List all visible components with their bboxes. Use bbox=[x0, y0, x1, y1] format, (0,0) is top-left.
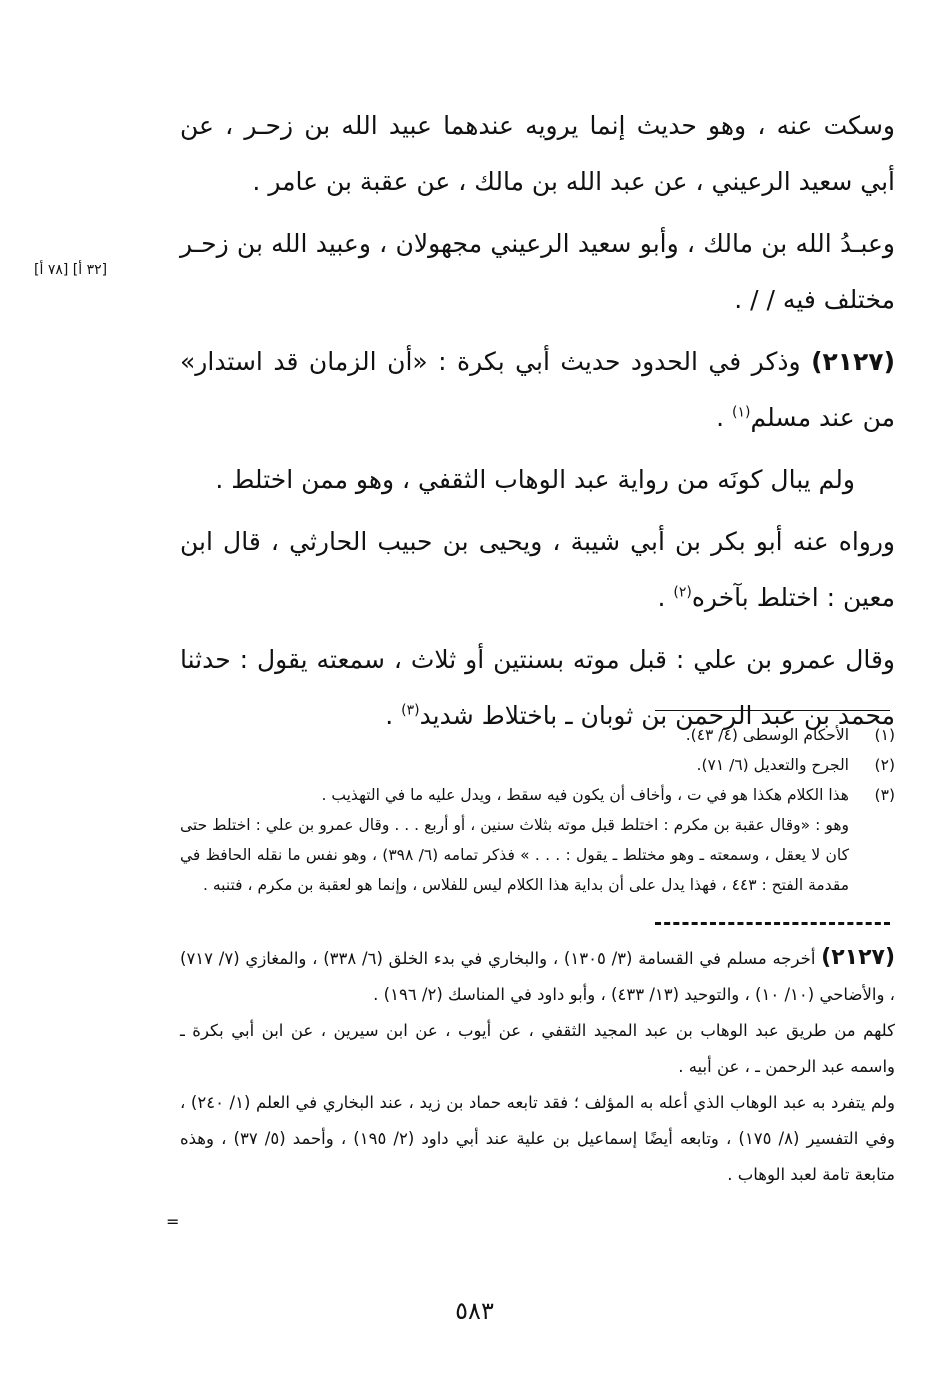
footnote-marker: (٣) bbox=[874, 786, 895, 804]
footnote-text: الجرح والتعديل (٦/ ٧١). bbox=[696, 756, 849, 774]
main-paragraph-3 bbox=[180, 334, 895, 446]
sentence-end: . bbox=[657, 583, 674, 612]
sentence-end: . bbox=[385, 701, 402, 730]
hadith-number: (٢١٢٧) bbox=[811, 347, 895, 376]
footnote-marker: (٢) bbox=[874, 756, 895, 774]
manuscript-folio-reference: [٣٢ أ] [٧٨ أ] bbox=[34, 262, 108, 278]
footnote-ref-3: (٣) bbox=[401, 702, 420, 719]
main-paragraph-2: وعبـدُ الله بن مالك ، وأبو سعيد الرعيني مجهولان ، وعبيد الله بن زحـر مختلف فيه / / . bbox=[180, 229, 895, 314]
footnote-item bbox=[180, 780, 895, 810]
page-number: ٥٨٣ bbox=[455, 1297, 494, 1325]
main-text-block bbox=[180, 98, 895, 750]
footnote-item bbox=[180, 720, 895, 750]
footnote-ref-1: (١) bbox=[732, 404, 751, 421]
main-paragraph-4: ولم يبال كونَه من رواية عبد الوهاب الثقفي ، وهو ممن اختلط . bbox=[215, 465, 855, 494]
sentence-end: . bbox=[716, 403, 733, 432]
footnotes-block bbox=[180, 720, 895, 900]
takhrij-block bbox=[180, 940, 895, 1193]
main-paragraph-1: وسكت عنه ، وهو حديث إنما يرويه عندهما عبيد الله بن زحـر ، عن أبي سعيد الرعيني ، عن عبد الله بن مالك ، عن عقبة بن عامر . bbox=[180, 111, 895, 196]
hadith-text: وذكر في الحدود حديث أبي بكرة : «أن الزمان قد استدار» من عند مسلم bbox=[180, 347, 895, 432]
narration-text: ورواه عنه أبو بكر بن أبي شيبة ، ويحيى بن حبيب الحارثي ، قال ابن معين : اختلط بآخره bbox=[180, 527, 895, 612]
footnote-continuation: وهو : «وقال عقبة بن مكرم : اختلط قبل موته بثلاث سنين ، أو أربع . . . وقال عمرو بن علي : اختلط حتى كان لا يعقل ، وسمعته ـ وهو مختلط ـ يقول : . . . » فذكر تمامه (٦/ ٣٩٨) ، وهو نفس ما نقله الحافظ في مقدمة الفتح : ٤٤٣ ، فهذا يدل على أن بداية هذا الكلام ليس للفلاس ، وإنما هو لعقبة بن مكرم ، فتنبه . bbox=[180, 816, 849, 894]
continuation-mark: = bbox=[166, 1212, 180, 1231]
takhrij-paragraph-3: ولم يتفرد به عبد الوهاب الذي أعله به المؤلف ؛ فقد تابعه حماد بن زيد ، عند البخاري في العلم (١/ ٢٤٠) ، وفي التفسير (٨/ ١٧٥) ، وتابعه أيضًا إسماعيل بن علية عند أبي داود (٢/ ١٩٥) ، وأحمد (٥/ ٣٧) ، وهذه متابعة تامة لعبد الوهاب . bbox=[180, 1093, 895, 1184]
footnote-text: هذا الكلام هكذا هو في ت ، وأخاف أن يكون فيه سقط ، ويدل عليه ما في التهذيب . bbox=[321, 786, 849, 804]
takhrij-number: (٢١٢٧) bbox=[821, 945, 895, 970]
takhrij-separator bbox=[655, 922, 890, 925]
footnote-marker: (١) bbox=[874, 726, 895, 744]
takhrij-paragraph-2: كلهم من طريق عبد الوهاب بن عبد المجيد الثقفي ، عن أيوب ، عن ابن سيرين ، عن ابن أبي بكرة ـ واسمه عبد الرحمن ـ ، عن أبيه . bbox=[180, 1021, 895, 1076]
takhrij-paragraph-1 bbox=[180, 940, 895, 1013]
footnote-item bbox=[180, 750, 895, 780]
main-paragraph-5 bbox=[180, 514, 895, 626]
takhrij-text: أخرجه مسلم في القسامة (٣/ ١٣٠٥) ، والبخاري في بدء الخلق (٦/ ٣٣٨) ، والمغازي (٧/ ٧١٧) ، والأضاحي (١٠/ ١٠) ، والتوحيد (١٣/ ٤٣٣) ، وأبو داود في المناسك (٢/ ١٩٦) . bbox=[180, 949, 895, 1004]
footnote-ref-2: (٢) bbox=[673, 584, 692, 601]
narration-text: وقال عمرو بن علي : قبل موته بسنتين أو ثلاث ، سمعته يقول : حدثنا محمد بن عبد الرحمن بن ثوبان ـ باختلاط شديد bbox=[180, 645, 895, 730]
footnote-text: الأحكام الوسطى (٤/ ٤٣). bbox=[685, 726, 849, 744]
footnote-separator bbox=[655, 710, 890, 711]
